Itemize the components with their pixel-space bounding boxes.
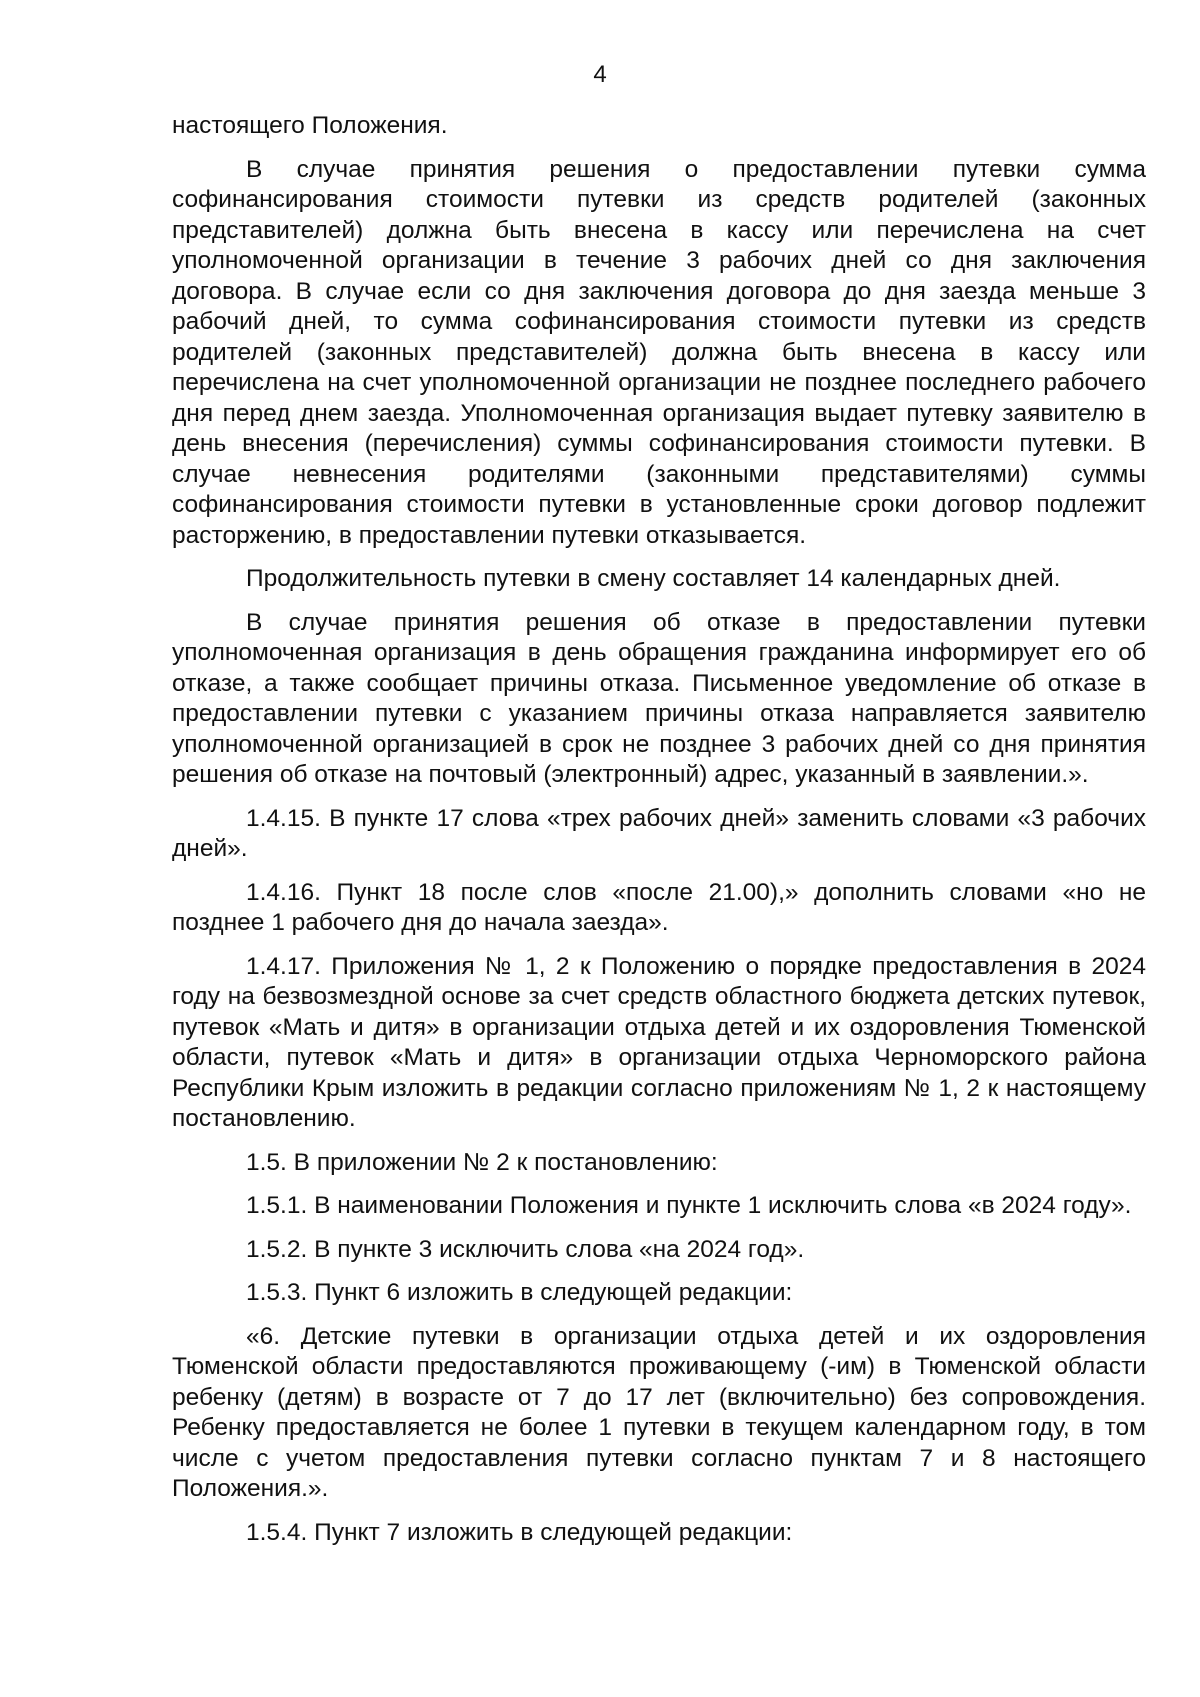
- paragraph-1-4-15: 1.4.15. В пункте 17 слова «трех рабочих дней» заменить словами «3 рабочих дней».: [172, 804, 1146, 862]
- paragraph-payment-terms: В случае принятия решения о предоставлении путевки сумма софинансирования стоимости путевки из средств родителей (законных представителей) должна быть внесена в кассу или перечислена на счет уполномоченной организации в течение 3 рабочих дней со дня заключения договора. В случае если со дня заключения договора до дня заезда меньше 3 рабочий дней, то сумма софинансирования стоимости путевки из средств родителей (законных представителей) должна быть внесена в кассу или перечислена на счет уполномоченной организации не позднее последнего рабочего дня перед днем заезда. Уполномоченная организация выдает путевку заявителю в день внесения (перечисления) суммы софинансирования стоимости путевки. В случае невнесения родителями (законными представителями) суммы софинансирования стоимости путевки в установленные сроки договор подлежит расторжению, в предоставлении путевки отказывается.: [172, 155, 1146, 549]
- paragraph-1-5-3: 1.5.3. Пункт 6 изложить в следующей редакции:: [246, 1279, 793, 1306]
- paragraph-1-5-4: 1.5.4. Пункт 7 изложить в следующей редакции:: [246, 1518, 793, 1546]
- paragraph-1-5-1: 1.5.1. В наименовании Положения и пункте 1 исключить слова «в 2024 году».: [246, 1192, 1132, 1219]
- paragraph-continuation: настоящего Положения.: [172, 112, 448, 139]
- paragraph-item-6: «6. Детские путевки в организации отдыха детей и их оздоровления Тюменской области предоставляются проживающему (-им) в Тюменской области ребенку (детям) в возрасте от 7 до 17 лет (включительно) без сопровождения. Ребенку предоставляется не более 1 путевки в текущем календарном году, в том числе с учетом предоставления путевки согласно пунктам 7 и 8 настоящего Положения.».: [172, 1322, 1146, 1502]
- paragraph-1-5: 1.5. В приложении № 2 к постановлению:: [246, 1148, 718, 1176]
- paragraph-1-5-2: 1.5.2. В пункте 3 исключить слова «на 2024 год».: [246, 1235, 805, 1263]
- paragraph-refusal: В случае принятия решения об отказе в предоставлении путевки уполномоченная организация в день обращения гражданина информирует его об отказе, а также сообщает причины отказа. Письменное уведомление об отказе в предоставлении путевки с указанием причины отказа направляется заявителю уполномоченной организацией в срок не позднее 3 рабочих дней со дня принятия решения об отказе на почтовый (электронный) адрес, указанный в заявлении.».: [172, 608, 1146, 788]
- page-number: 4: [593, 61, 607, 88]
- document-body: [172, 111, 1146, 1561]
- paragraph-duration: Продолжительность путевки в смену составляет 14 календарных дней.: [246, 565, 1061, 592]
- paragraph-1-4-16: 1.4.16. Пункт 18 после слов «после 21.00),» дополнить словами «но не позднее 1 рабочего дня до начала заезда».: [172, 878, 1146, 936]
- paragraph-1-4-17: 1.4.17. Приложения № 1, 2 к Положению о порядке предоставления в 2024 году на безвозмездной основе за счет средств областного бюджета детских путевок, путевок «Мать и дитя» в организации отдыха детей и их оздоровления Тюменской области, путевок «Мать и дитя» в организации отдыха Черноморского района Республики Крым изложить в редакции согласно приложениям № 1, 2 к настоящему постановлению.: [172, 952, 1146, 1132]
